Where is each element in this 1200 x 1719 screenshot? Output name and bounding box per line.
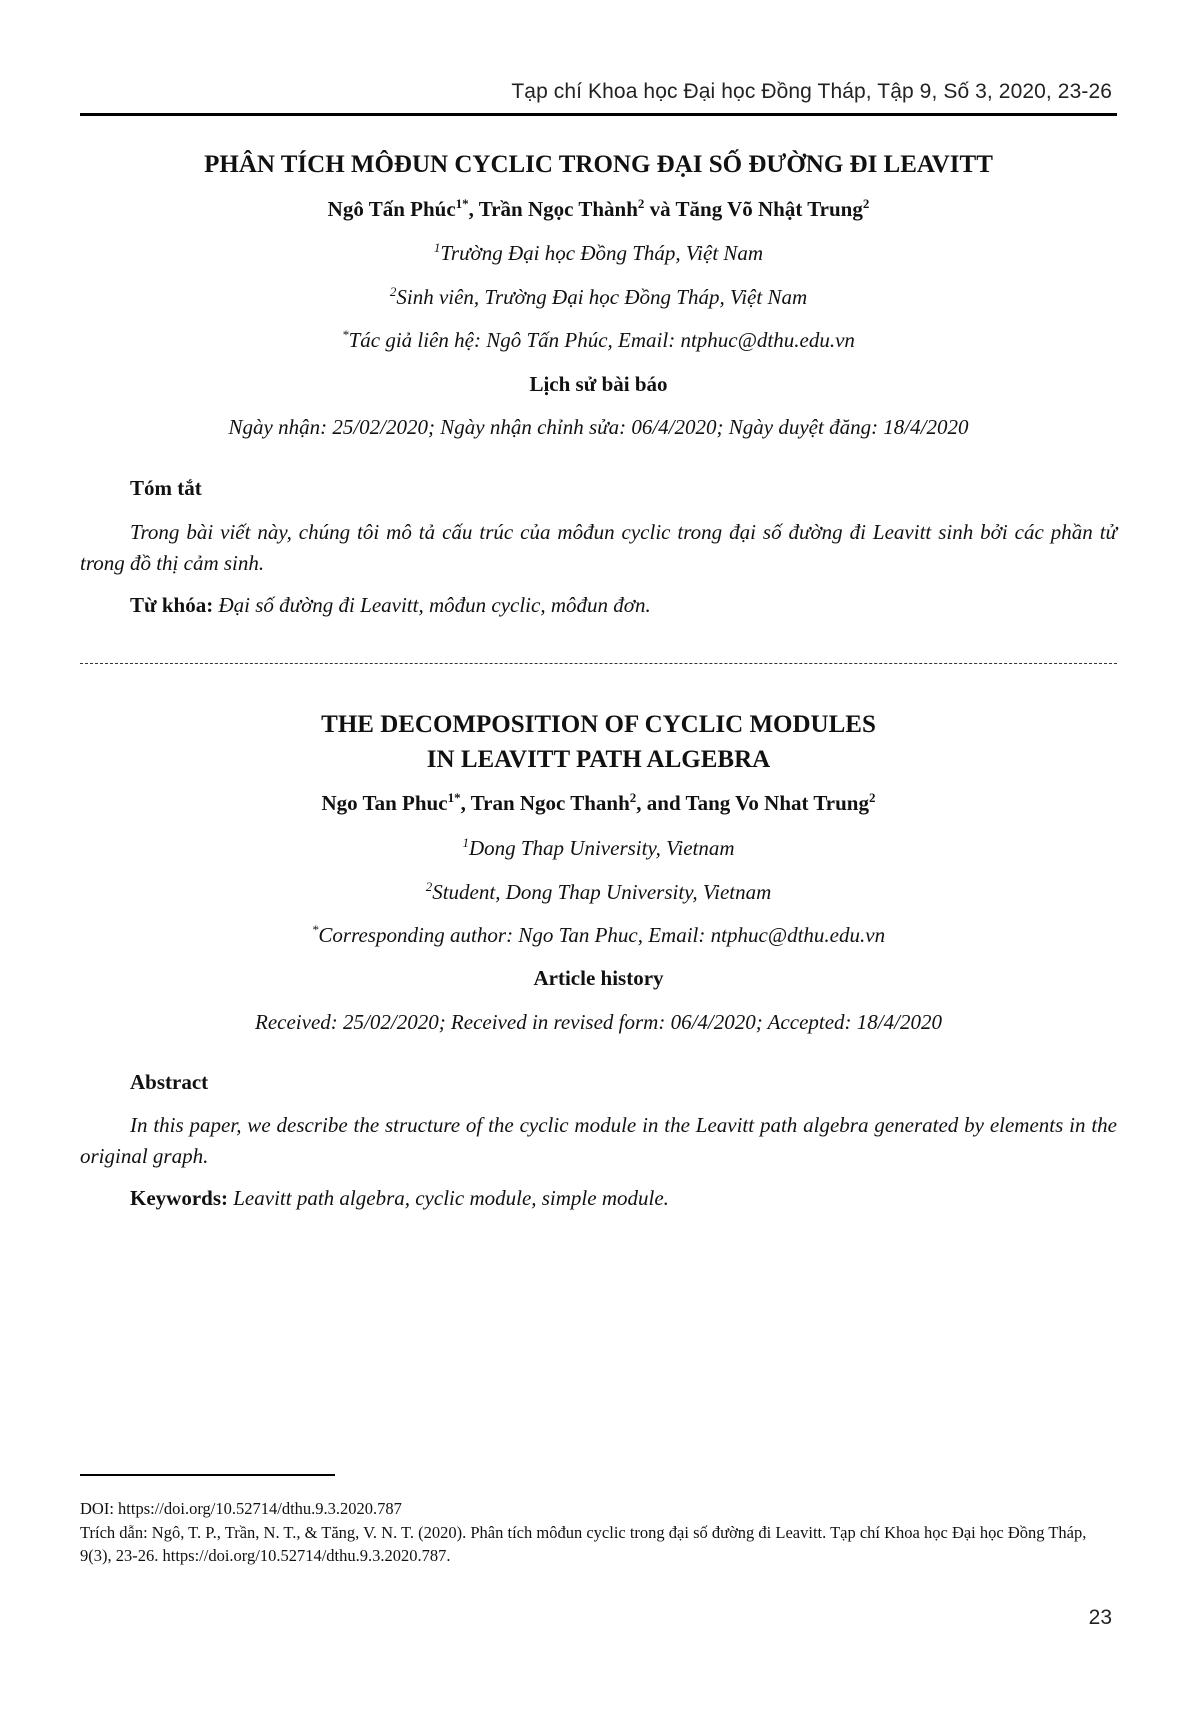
english-abstract-heading: Abstract [130, 1070, 209, 1094]
english-title-line: THE DECOMPOSITION OF CYCLIC MODULES [321, 711, 876, 738]
vietnamese-title: PHÂN TÍCH MÔĐUN CYCLIC TRONG ĐẠI SỐ ĐƯỜNG ĐI LEAVITT [204, 151, 993, 178]
affiliation-sup: 2 [389, 284, 397, 299]
author-name: Ngo Tan Phuc [321, 791, 448, 815]
author-sup: 2 [629, 790, 637, 805]
english-authors [80, 790, 1117, 816]
english-title-line: IN LEAVITT PATH ALGEBRA [426, 746, 771, 773]
vietnamese-authors [80, 196, 1117, 222]
vietnamese-abstract: Trong bài viết này, chúng tôi mô tả cấu trúc của môđun cyclic trong đại số đường đi Leavitt sinh bởi các phần tử trong đồ thị cảm sinh. [80, 520, 1117, 575]
header-rule [80, 113, 1117, 116]
affiliation-text: Sinh viên, Trường Đại học Đồng Tháp, Việt Nam [396, 285, 808, 309]
vietnamese-keywords [130, 593, 651, 618]
journal-running-header: Tạp chí Khoa học Đại học Đồng Tháp, Tập 9, Số 3, 2020, 23-26 [511, 80, 1112, 103]
author-sup: 2 [868, 790, 876, 805]
english-history-heading: Article history [533, 966, 664, 990]
affiliation-sup: * [342, 327, 349, 342]
author-sup: 2 [637, 196, 645, 211]
vietnamese-abstract-heading: Tóm tắt [130, 476, 202, 500]
affiliation-text: Dong Thap University, Vietnam [468, 836, 735, 860]
affiliation-text: Tác giả liên hệ: Ngô Tấn Phúc, Email: ntphuc@dthu.edu.vn [348, 328, 855, 352]
vietnamese-affiliation-1 [80, 240, 1117, 266]
english-keywords [130, 1186, 669, 1211]
affiliation-text: Student, Dong Thap University, Vietnam [432, 880, 772, 904]
vietnamese-affiliation-2 [80, 284, 1117, 310]
author-name: Ngô Tấn Phúc [327, 197, 456, 221]
affiliation-sup: 1 [433, 240, 441, 255]
author-name: Trần Ngọc Thành [478, 197, 638, 221]
affiliation-sup: * [311, 922, 319, 937]
author-separator: , [460, 791, 471, 815]
english-affiliation-1 [80, 835, 1117, 861]
keywords-label: Từ khóa: [130, 593, 214, 617]
author-sup: 1* [455, 196, 469, 211]
footnote-citation: Trích dẫn: Ngô, T. P., Trần, N. T., & Tăng, V. N. T. (2020). Phân tích môđun cyclic trong đại số đường đi Leavitt. Tạp chí Khoa học Đại học Đồng Tháp, 9(3), 23-26. https://doi.org/10.52714/dthu.9.3.2020.787. [80, 1523, 1087, 1565]
english-history: Received: 25/02/2020; Received in revised form: 06/4/2020; Accepted: 18/4/2020 [255, 1010, 942, 1034]
section-separator [80, 663, 1117, 664]
affiliation-text: Trường Đại học Đồng Tháp, Việt Nam [440, 241, 764, 265]
author-sup: 1* [447, 790, 461, 805]
footnote-rule [80, 1474, 335, 1476]
author-name: Tăng Võ Nhật Trung [675, 197, 863, 221]
english-affiliation-2 [80, 879, 1117, 905]
english-title [80, 707, 1117, 777]
author-sup: 2 [862, 196, 870, 211]
author-name: Tang Vo Nhat Trung [685, 791, 869, 815]
page-number: 23 [1088, 1606, 1112, 1629]
english-corresponding-author [80, 922, 1117, 948]
author-name: Tran Ngoc Thanh [470, 791, 630, 815]
affiliation-sup: 2 [425, 879, 433, 894]
keywords-text: Leavitt path algebra, cyclic module, simple module. [233, 1186, 669, 1210]
vietnamese-history-heading: Lịch sử bài báo [529, 372, 668, 396]
keywords-text: Đại số đường đi Leavitt, môđun cyclic, môđun đơn. [218, 593, 651, 617]
affiliation-text: Corresponding author: Ngo Tan Phuc, Email: ntphuc@dthu.edu.vn [318, 923, 886, 947]
author-separator: , and [636, 791, 686, 815]
vietnamese-corresponding-author [80, 327, 1117, 353]
keywords-label: Keywords: [130, 1186, 228, 1210]
footnote-doi: DOI: https://doi.org/10.52714/dthu.9.3.2020.787 [80, 1499, 402, 1518]
vietnamese-history: Ngày nhận: 25/02/2020; Ngày nhận chỉnh sửa: 06/4/2020; Ngày duyệt đăng: 18/4/2020 [228, 415, 969, 439]
affiliation-sup: 1 [462, 835, 469, 850]
english-abstract: In this paper, we describe the structure of the cyclic module in the Leavitt path algebra generated by elements in the original graph. [80, 1113, 1117, 1168]
author-separator: , [468, 197, 479, 221]
author-separator: và [644, 197, 676, 221]
